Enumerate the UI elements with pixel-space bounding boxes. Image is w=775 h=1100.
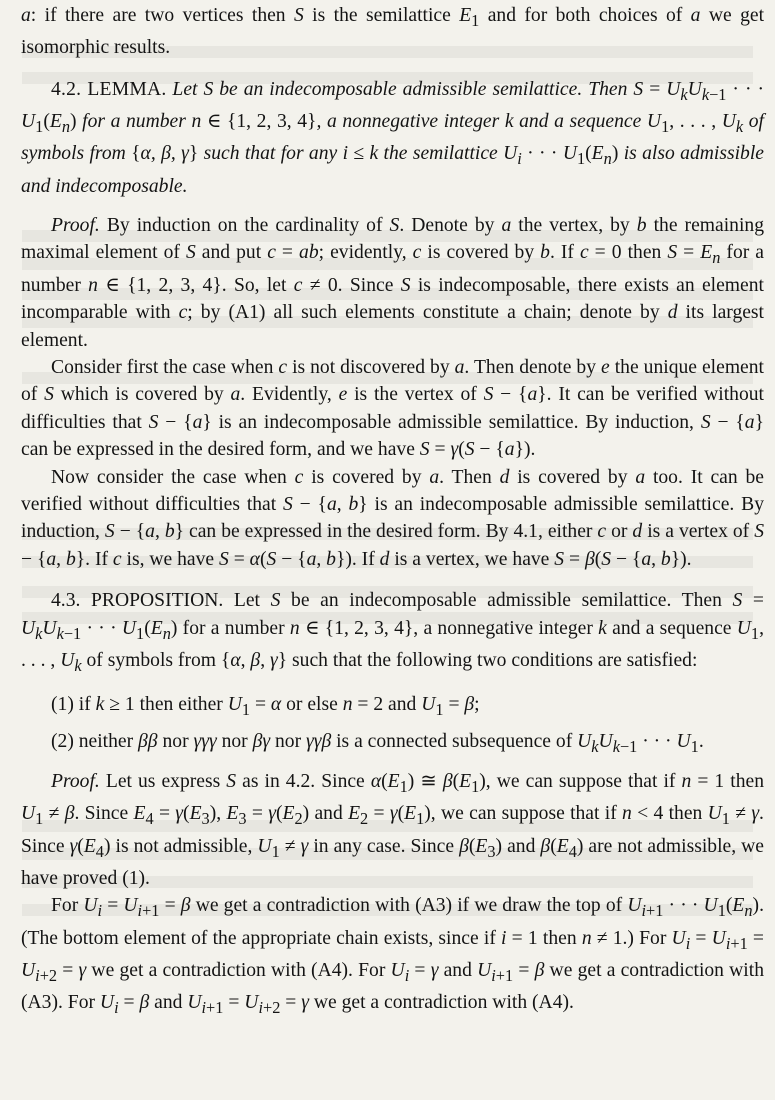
lemma-proof-paragraph-3: Now consider the case when c is covered by a. Then d is covered by a too. It can be verified without difficulties that S − {a, b} is an indecomposable admissible semilattice. By induction, S − {a, b} can be expressed in the desired form. By 4.1, either c or d is a vertex of S − {a, b}. If c is, we have S = α(S − {a, b}). If d is a vertex, we have S = β(S − {a, b}). (21, 466, 764, 570)
page-text (21, 2, 764, 1022)
proposition-proof-paragraph-1: Proof. Let us express S as in 4.2. Since $\alpha(E_1)$ ≅ $\beta(E_1)$, we can suppose that if n = 1 then $U_1 \ne \beta$. Since $E_4 = \gamma(E_3)$, $E_3 = \gamma(E_2)$ and $E_2 = \gamma(E_1)$, we can suppose that if n < 4 then $U_1 \ne \gamma$. Since $\gamma(E_4)$ is not admissible, $U_1 \ne \gamma$ in any case. Since $\beta(E_3)$ and $\beta(E_4)$ are not admissible, we have proved (1). (21, 770, 764, 889)
intro-paragraph: a: if there are two vertices then S is the semilattice $E_1$ and for both choices of a we get isomorphic results. (21, 5, 765, 59)
proposition-proof-paragraph-2: For $U_i = U_{i+1} = \beta$ we get a contradiction with (A3) if we draw the top of $U_{i+1}$ · · · $U_1(E_n)$. (The bottom element of the appropriate chain exists, since if i = 1 then n ≠ 1.) For $U_i = U_{i+1} = U_{i+2} = \gamma$ we get a contradiction with (A4). For $U_i = \gamma$ and $U_{i+1} = \beta$ we get a contradiction with (A3). For $U_i = \beta$ and $U_{i+1} = U_{i+2} = \gamma$ we get a contradiction with (A4). (21, 895, 764, 1018)
lemma-proof-paragraph-1: Proof. By induction on the cardinality of S. Denote by a the vertex, by b the remaining maximal element of S and put c = ab; evidently, c is covered by b. If c = 0 then $S = E_n$ for a number n ∈ {1, 2, 3, 4}. So, let c ≠ 0. Since S is indecomposable, there exists an element incomparable with c; by (A1) all such elements constitute a chain; denote by d its largest element. (21, 215, 765, 351)
proposition-condition-1: (1) if k ≥ 1 then either $U_1 = \alpha$ or else n = 2 and $U_1 = \beta$; (51, 694, 480, 720)
proposition-4-3: 4.3. PROPOSITION. Let S be an indecomposable admissible semilattice. Then $S = U_kU_{k-1}$ · · · $U_1(E_n)$ for a number n ∈ {1, 2, 3, 4}, a nonnegative integer k and a sequence $U_1$, . . . , $U_k$ of symbols from {α, β, γ} such that the following two conditions are satisfied: (21, 590, 764, 675)
proposition-condition-2: (2) neither ββ nor γγγ nor βγ nor γγβ is a connected subsequence of $U_kU_{k-1}$ · · · $U_1$. (51, 730, 704, 756)
lemma-proof-paragraph-2: Consider first the case when c is not discovered by a. Then denote by e the unique element of S which is covered by a. Evidently, e is the vertex of S − {a}. It can be verified without difficulties that S − {a} is an indecomposable admissible semilattice. By induction, S − {a} can be expressed in the desired form, and we have S = γ(S − {a}). (21, 357, 764, 461)
lemma-4-2: 4.2. LEMMA. Let S be an indecomposable admissible semilattice. Then $S = U_kU_{k-1}$ · · · $U_1(E_n)$ for a number n ∈ {1, 2, 3, 4}, a nonnegative integer k and a sequence $U_1$, . . . , $U_k$ of symbols from {α, β, γ} such that for any i ≤ k the semilattice $U_i$ · · · $U_1(E_n)$ is also admissible and indecomposable. (21, 78, 764, 197)
